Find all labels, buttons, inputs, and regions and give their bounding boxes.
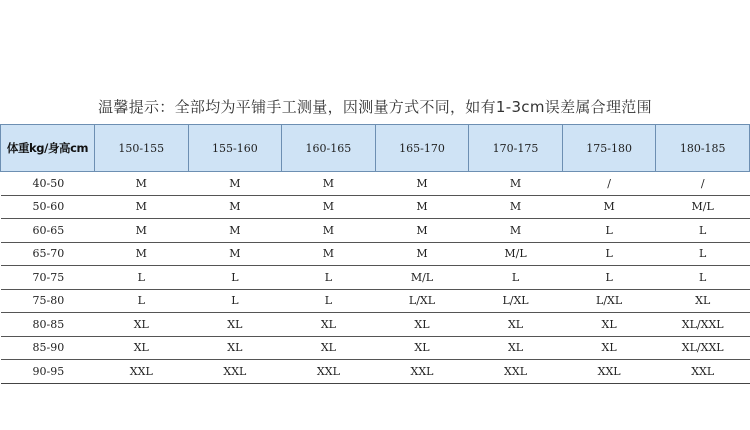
- height-header: 155-160: [188, 125, 282, 172]
- table-row: [1, 242, 750, 266]
- size-cell: XXL: [656, 360, 750, 384]
- size-cell: M: [282, 219, 376, 243]
- size-cell: M: [95, 242, 189, 266]
- size-cell: L: [282, 266, 376, 290]
- weight-cell: 60-65: [1, 219, 95, 243]
- size-cell: M: [562, 195, 656, 219]
- height-header: 165-170: [375, 125, 469, 172]
- measurement-notice: 温馨提示：全部均为平铺手工测量，因测量方式不同，如有1-3cm误差属合理范围: [98, 98, 652, 116]
- size-cell: L: [95, 266, 189, 290]
- table-row: [1, 360, 750, 384]
- size-cell: M: [469, 219, 563, 243]
- size-cell: L: [188, 266, 282, 290]
- size-cell: L: [656, 219, 750, 243]
- corner-header: 体重kg/身高cm: [1, 125, 95, 172]
- size-cell: XL: [469, 313, 563, 337]
- size-cell: XL: [562, 336, 656, 360]
- size-cell: L: [562, 242, 656, 266]
- height-header: 180-185: [656, 125, 750, 172]
- size-cell: L/XL: [375, 289, 469, 313]
- size-cell: M: [188, 172, 282, 196]
- size-cell: M: [95, 195, 189, 219]
- size-cell: M/L: [656, 195, 750, 219]
- weight-cell: 70-75: [1, 266, 95, 290]
- size-cell: M: [375, 242, 469, 266]
- size-cell: XL: [282, 336, 376, 360]
- size-cell: XL: [375, 313, 469, 337]
- size-cell: XL: [188, 336, 282, 360]
- size-cell: M: [188, 219, 282, 243]
- size-cell: M: [95, 219, 189, 243]
- size-cell: XL: [95, 313, 189, 337]
- size-cell: L: [562, 219, 656, 243]
- size-cell: M: [375, 195, 469, 219]
- height-header: 170-175: [469, 125, 563, 172]
- table-row: [1, 289, 750, 313]
- height-header: 150-155: [95, 125, 189, 172]
- size-cell: L: [562, 266, 656, 290]
- size-cell: /: [656, 172, 750, 196]
- table-row: [1, 219, 750, 243]
- size-cell: L/XL: [469, 289, 563, 313]
- table-row: [1, 313, 750, 337]
- table-row: [1, 172, 750, 196]
- weight-cell: 85-90: [1, 336, 95, 360]
- size-cell: XXL: [469, 360, 563, 384]
- size-chart-table: [0, 124, 750, 384]
- size-cell: L/XL: [562, 289, 656, 313]
- size-cell: L: [95, 289, 189, 313]
- size-cell: XXL: [282, 360, 376, 384]
- size-cell: XXL: [95, 360, 189, 384]
- weight-cell: 80-85: [1, 313, 95, 337]
- size-cell: M: [282, 172, 376, 196]
- size-cell: XL: [375, 336, 469, 360]
- size-cell: XL/XXL: [656, 313, 750, 337]
- size-cell: XL: [469, 336, 563, 360]
- weight-cell: 40-50: [1, 172, 95, 196]
- size-cell: L: [282, 289, 376, 313]
- size-cell: M: [469, 172, 563, 196]
- table-row: [1, 195, 750, 219]
- size-cell: XL: [656, 289, 750, 313]
- size-cell: XL/XXL: [656, 336, 750, 360]
- weight-cell: 90-95: [1, 360, 95, 384]
- size-cell: M: [95, 172, 189, 196]
- size-cell: XXL: [375, 360, 469, 384]
- size-cell: L: [469, 266, 563, 290]
- size-cell: XL: [282, 313, 376, 337]
- table-row: [1, 266, 750, 290]
- size-cell: L: [656, 242, 750, 266]
- size-cell: M: [282, 195, 376, 219]
- size-cell: M: [282, 242, 376, 266]
- size-cell: XL: [562, 313, 656, 337]
- table-row: [1, 336, 750, 360]
- weight-cell: 65-70: [1, 242, 95, 266]
- table-header-row: [1, 125, 750, 172]
- size-cell: M: [188, 195, 282, 219]
- size-cell: L: [656, 266, 750, 290]
- size-cell: M: [188, 242, 282, 266]
- size-cell: M: [375, 172, 469, 196]
- size-cell: XL: [95, 336, 189, 360]
- size-cell: /: [562, 172, 656, 196]
- size-cell: L: [188, 289, 282, 313]
- weight-cell: 75-80: [1, 289, 95, 313]
- height-header: 175-180: [562, 125, 656, 172]
- size-cell: M/L: [469, 242, 563, 266]
- height-header: 160-165: [282, 125, 376, 172]
- size-cell: XXL: [562, 360, 656, 384]
- weight-cell: 50-60: [1, 195, 95, 219]
- size-cell: M: [375, 219, 469, 243]
- size-cell: XL: [188, 313, 282, 337]
- size-cell: XXL: [188, 360, 282, 384]
- size-cell: M/L: [375, 266, 469, 290]
- size-cell: M: [469, 195, 563, 219]
